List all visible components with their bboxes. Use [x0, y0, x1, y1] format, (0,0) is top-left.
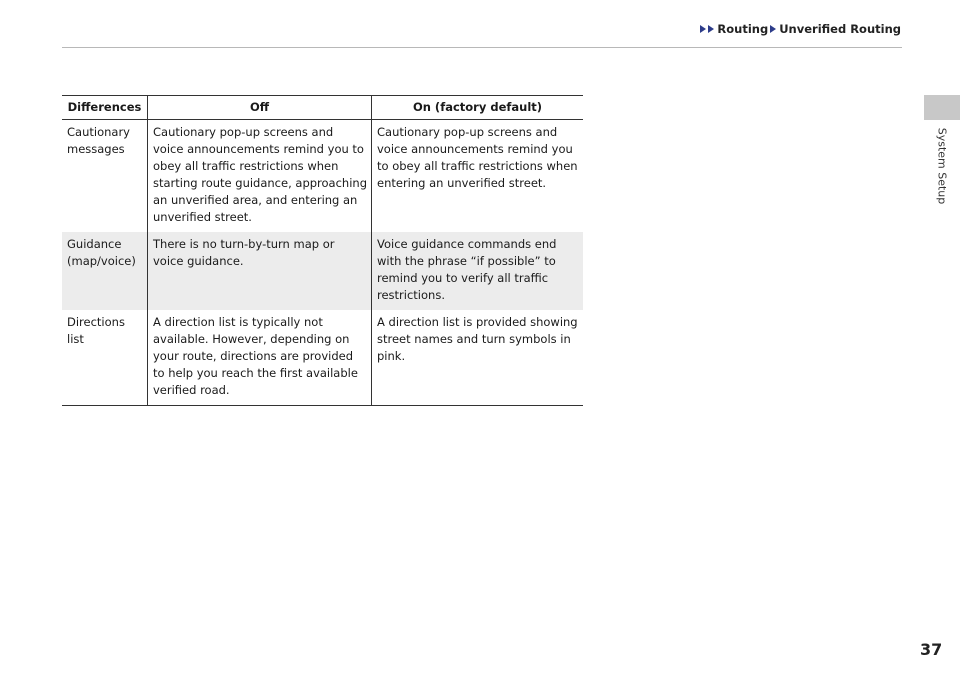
- table-row: [62, 232, 583, 310]
- cell-off: Cautionary pop-up screens and voice announcements remind you to obey all traffic restrictions when starting route guidance, approaching an unverified area, and entering an unverified street.: [148, 120, 372, 233]
- breadcrumb-item-routing[interactable]: Routing: [717, 22, 769, 36]
- breadcrumb: [700, 22, 903, 36]
- table-row: [62, 310, 583, 406]
- page-number: 37: [920, 640, 943, 659]
- row-label-guidance: Guidance (map/voice): [62, 232, 148, 310]
- section-tab[interactable]: [924, 95, 960, 120]
- header-divider: [62, 47, 902, 48]
- cell-on: Cautionary pop-up screens and voice announcements remind you to obey all traffic restrictions when entering an unverified street.: [377, 125, 578, 190]
- column-header-off: Off: [148, 96, 372, 120]
- row-label-cautionary-messages: Cautionary messages: [62, 120, 148, 233]
- column-header-on: On (factory default): [372, 96, 584, 120]
- section-tab-label: System Setup: [935, 127, 949, 205]
- row-label-directions-list: Directions list: [62, 310, 148, 406]
- cell-on: Voice guidance commands end with the phrase “if possible” to remind you to verify all traffic restrictions.: [372, 232, 584, 310]
- breadcrumb-arrow-icon: [770, 25, 776, 33]
- cell-off: A direction list is typically not available. However, depending on your route, directions are provided to help you reach the first available verified road.: [148, 310, 372, 406]
- cell-off: There is no turn-by-turn map or voice guidance.: [148, 232, 372, 310]
- differences-table: [62, 95, 583, 406]
- cell-on: A direction list is provided showing street names and turn symbols in pink.: [372, 310, 584, 406]
- breadcrumb-arrow-icon: [708, 25, 714, 33]
- breadcrumb-arrow-icon: [700, 25, 706, 33]
- table-row: [62, 120, 583, 233]
- breadcrumb-item-unverified-routing[interactable]: Unverified Routing: [779, 22, 901, 36]
- column-header-differences: Differences: [62, 96, 148, 120]
- table-header-row: [62, 96, 583, 120]
